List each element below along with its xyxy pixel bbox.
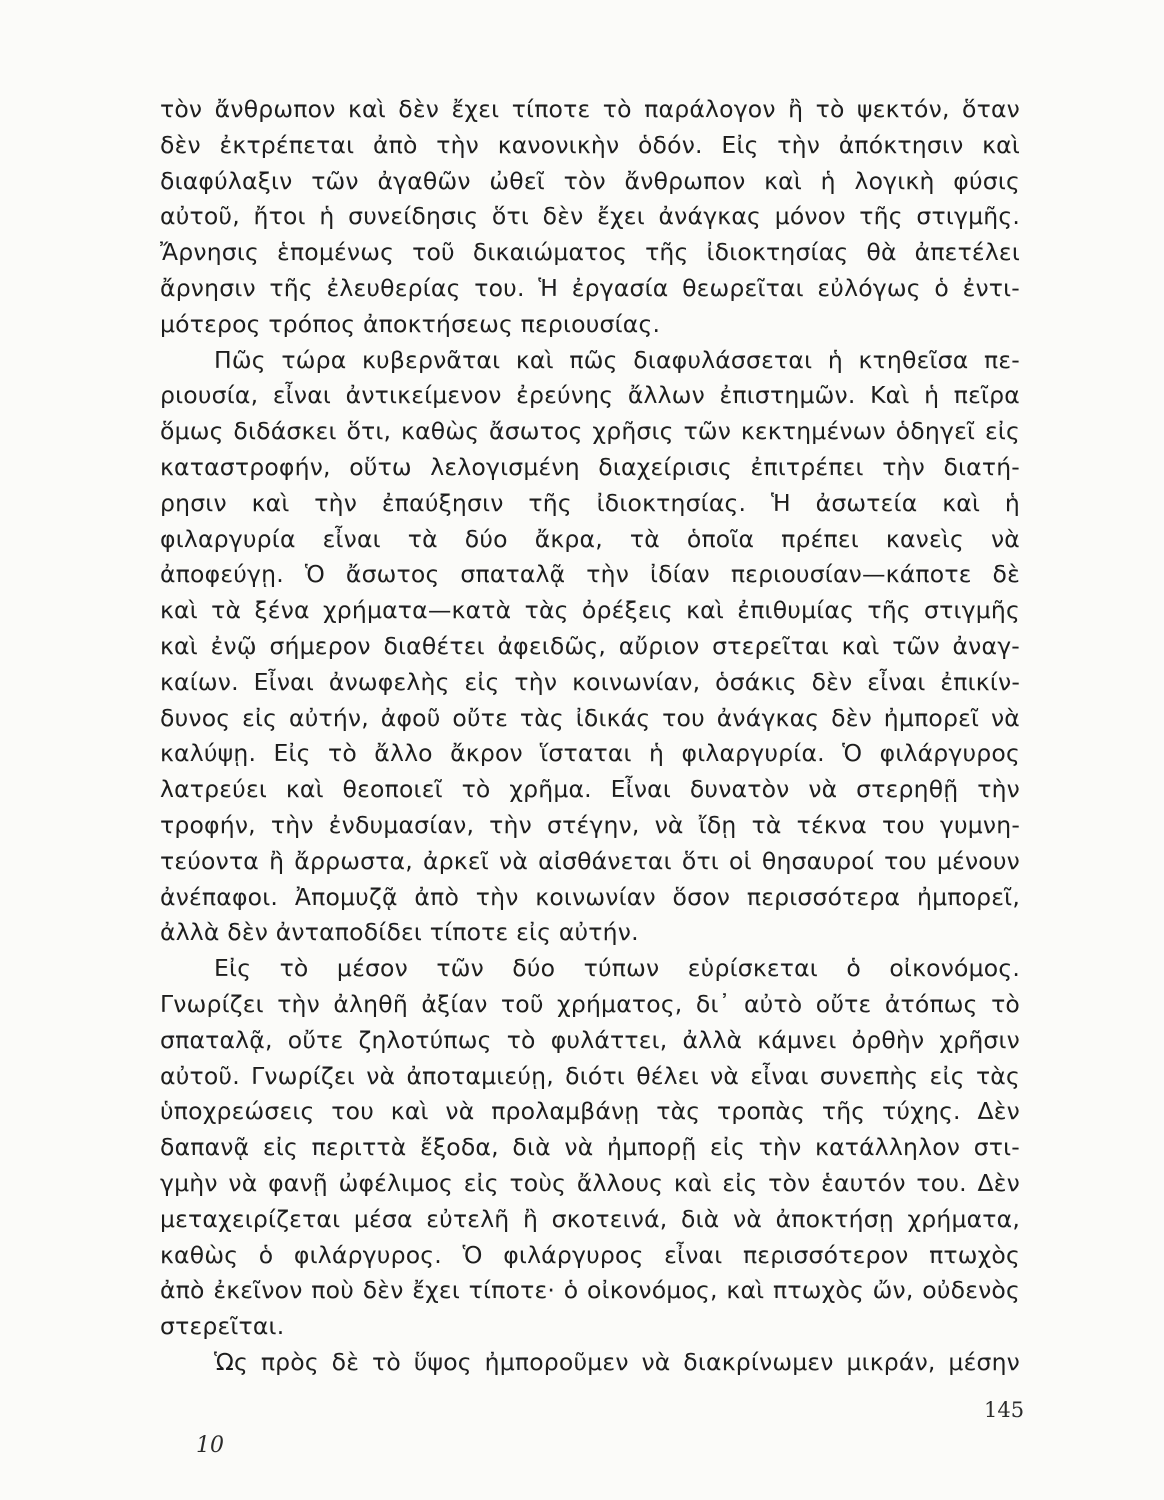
text-line: καίων. Εἶναι ἀνωφελὴς εἰς τὴν κοινωνίαν, ὁσάκις δὲν εἶναι ἐπικίν- [160,667,1020,696]
text-line: Γνωρίζει τὴν ἀληθῆ ἀξίαν τοῦ χρήματος, δι᾽ αὐτὸ οὔτε ἀτόπως τὸ [160,989,1020,1018]
text-line: σπαταλᾷ, οὔτε ζηλοτύπως τὸ φυλάττει, ἀλλὰ κάμνει ὀρθὴν χρῆσιν [160,1025,1020,1054]
text-line: ἀνέπαφοι. Ἀπομυζᾷ ἀπὸ τὴν κοινωνίαν ὅσον περισσότερα ἠμπορεῖ, [160,882,1020,911]
text-line: καλύψῃ. Εἰς τὸ ἄλλο ἄκρον ἵσταται ἡ φιλαργυρία. Ὁ φιλάργυρος [160,739,1020,768]
text-line: διαφύλαξιν τῶν ἀγαθῶν ὠθεῖ τὸν ἄνθρωπον καὶ ἡ λογικὴ φύσις [160,166,1020,195]
page-number: 145 [984,1398,1025,1422]
text-line: φιλαργυρία εἶναι τὰ δύο ἄκρα, τὰ ὁποῖα πρέπει κανεὶς νὰ [160,524,1020,553]
text-line: τεύοντα ἢ ἄρρωστα, ἀρκεῖ νὰ αἰσθάνεται ὅτι οἱ θησαυροί του μένουν [160,846,1020,875]
text-line: Ὡς πρὸς δὲ τὸ ὕψος ἠμποροῦμεν νὰ διακρίνωμεν μικράν, μέσην [214,1347,1020,1376]
text-line: Πῶς τώρα κυβερνᾶται καὶ πῶς διαφυλάσσεται ἡ κτηθεῖσα πε- [214,345,1020,374]
text-line: ἀποφεύγῃ. Ὁ ἄσωτος σπαταλᾷ τὴν ἰδίαν περιουσίαν—κάποτε δὲ [160,560,1020,589]
text-line: ἄρνησιν τῆς ἐλευθερίας του. Ἡ ἐργασία θεωρεῖται εὐλόγως ὁ ἐντι- [160,273,1020,302]
text-line: μότερος τρόπος ἀποκτήσεως περιουσίας. [160,309,661,338]
text-line: στερεῖται. [160,1312,285,1341]
text-line: τὸν ἄνθρωπον καὶ δὲν ἔχει τίποτε τὸ παράλογον ἢ τὸ ψεκτόν, ὅταν [160,95,1020,123]
text-line: γμὴν νὰ φανῇ ὠφέλιμος εἰς τοὺς ἄλλους καὶ εἰς τὸν ἑαυτόν του. Δὲν [160,1168,1020,1197]
text-line: ἀπὸ ἐκεῖνον ποὺ δὲν ἔχει τίποτε· ὁ οἰκονόμος, καὶ πτωχὸς ὤν, οὐδενὸς [160,1276,1020,1305]
text-line: ὅμως διδάσκει ὅτι, καθὼς ἄσωτος χρῆσις τῶν κεκτημένων ὁδηγεῖ εἰς [160,417,1020,446]
text-line: ὑποχρεώσεις του καὶ νὰ προλαμβάνῃ τὰς τροπὰς τῆς τύχης. Δὲν [160,1097,1020,1126]
text-line: ἀλλὰ δὲν ἀνταποδίδει τίποτε εἰς αὐτήν. [160,918,639,947]
text-line: καθὼς ὁ φιλάργυρος. Ὁ φιλάργυρος εἶναι περισσότερον πτωχὸς [160,1240,1020,1269]
text-line: μεταχειρίζεται μέσα εὐτελῆ ἢ σκοτεινά, διὰ νὰ ἀποκτήσῃ χρήματα, [160,1204,1020,1233]
text-line: αὐτοῦ. Γνωρίζει νὰ ἀποταμιεύῃ, διότι θέλει νὰ εἶναι συνεπὴς εἰς τὰς [160,1061,1020,1090]
text-line: ρησιν καὶ τὴν ἐπαύξησιν τῆς ἰδιοκτησίας. Ἡ ἀσωτεία καὶ ἡ [160,488,1020,517]
text-line: Ἄρνησις ἑπομένως τοῦ δικαιώματος τῆς ἰδιοκτησίας θὰ ἀπετέλει [160,238,1020,267]
text-line: Εἰς τὸ μέσον τῶν δύο τύπων εὑρίσκεται ὁ οἰκονόμος. [214,954,1020,983]
signature-mark: 10 [196,1433,224,1458]
text-line: καταστροφήν, οὕτω λελογισμένη διαχείρισις ἐπιτρέπει τὴν διατή- [160,452,1020,481]
text-line: αὐτοῦ, ἤτοι ἡ συνείδησις ὅτι δὲν ἔχει ἀνάγκας μόνον τῆς στιγμῆς. [160,202,1020,231]
text-line: δαπανᾷ εἰς περιττὰ ἔξοδα, διὰ νὰ ἠμπορῇ εἰς τὴν κατάλληλον στι- [160,1133,1020,1162]
text-line: δὲν ἐκτρέπεται ἀπὸ τὴν κανονικὴν ὁδόν. Εἰς τὴν ἀπόκτησιν καὶ [160,130,1020,159]
text-line: καὶ τὰ ξένα χρήματα—κατὰ τὰς ὀρέξεις καὶ ἐπιθυμίας τῆς στιγμῆς [160,596,1020,625]
text-line: δυνος εἰς αὐτήν, ἀφοῦ οὔτε τὰς ἰδικάς του ἀνάγκας δὲν ἠμπορεῖ νὰ [160,703,1020,732]
text-line: ριουσία, εἶναι ἀντικείμενον ἐρεύνης ἄλλων ἐπιστημῶν. Καὶ ἡ πεῖρα [160,381,1020,410]
text-line: λατρεύει καὶ θεοποιεῖ τὸ χρῆμα. Εἶναι δυνατὸν νὰ στερηθῇ τὴν [160,775,1020,804]
text-line: καὶ ἐνῷ σήμερον διαθέτει ἀφειδῶς, αὔριον στερεῖται καὶ τῶν ἀναγ- [160,631,1020,660]
text-line: τροφήν, τὴν ἐνδυμασίαν, τὴν στέγην, νὰ ἴδῃ τὰ τέκνα του γυμνη- [160,810,1020,839]
body-text [160,92,1020,1381]
